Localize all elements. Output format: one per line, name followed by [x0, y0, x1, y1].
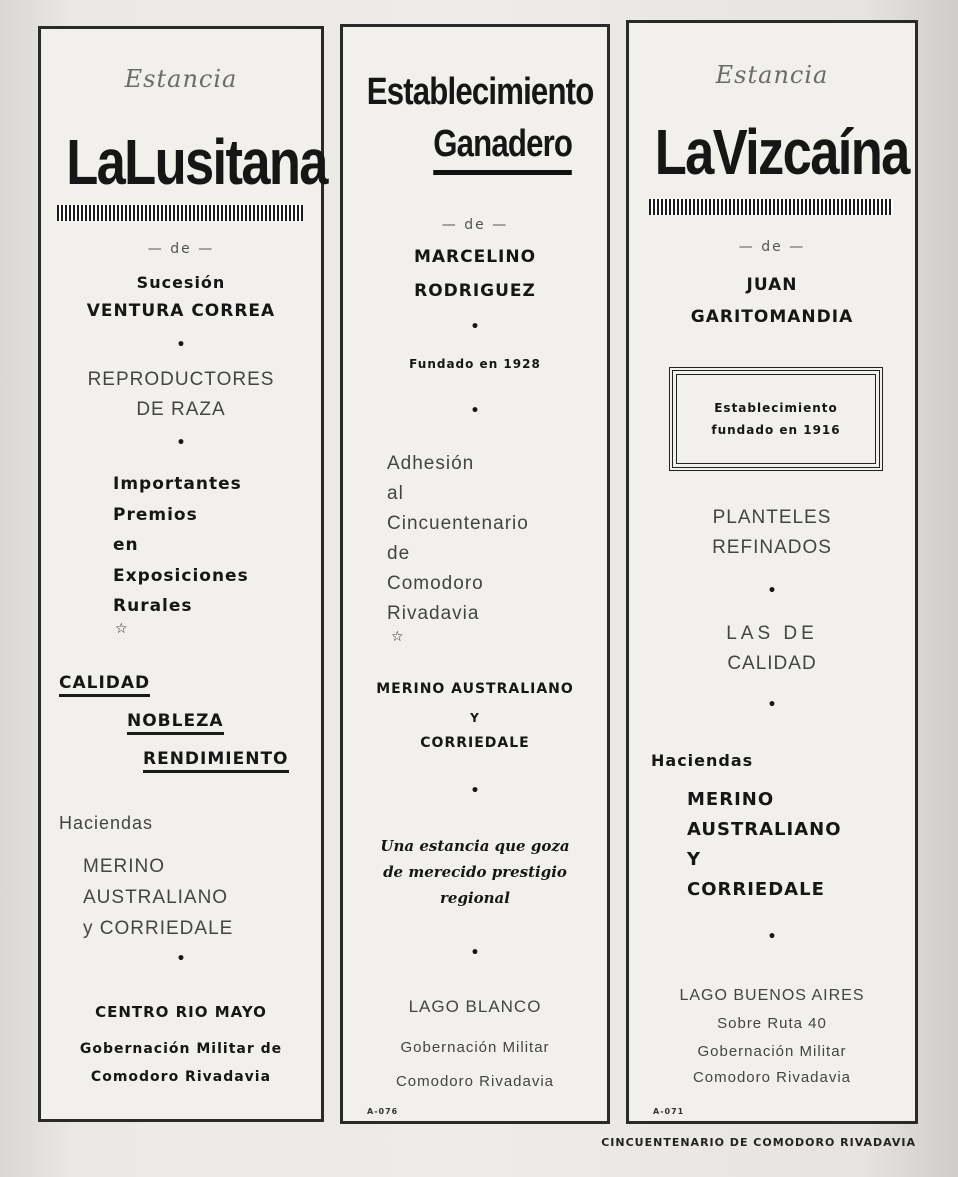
adhesion-list — [387, 449, 529, 629]
virtue-calidad: CALIDAD — [59, 673, 150, 697]
haciendas-label: Haciendas — [59, 813, 154, 833]
ad-establecimiento-ganadero — [340, 24, 610, 1124]
slogan-line-3: regional — [440, 889, 510, 907]
planteles-line-2: REFINADOS — [712, 537, 832, 558]
bullet: • — [767, 583, 777, 599]
bullet: • — [176, 951, 186, 967]
breeds-list — [687, 785, 842, 905]
adhesion-line: de — [387, 543, 411, 564]
ad-la-vizcaina — [626, 20, 918, 1124]
de-label: — de — — [738, 239, 806, 255]
ad-title-line-2: Ganadero — [433, 123, 572, 175]
stripe-divider — [57, 205, 303, 221]
owner-line-1: JUAN — [746, 275, 798, 295]
location-line-2: Gobernación Militar — [400, 1039, 550, 1056]
adhesion-line: Cincuentenario — [387, 513, 529, 534]
founded-box-line-2: fundado en 1916 — [711, 423, 841, 437]
reproductores-line-2: DE RAZA — [136, 399, 226, 420]
adhesion-line: Rivadavia — [387, 603, 480, 624]
breeds-list — [83, 851, 233, 944]
ad-name-title: LaLusitana — [66, 126, 327, 198]
premios-line: Exposiciones — [113, 565, 249, 586]
owner-line-1: MARCELINO — [413, 247, 537, 267]
ad-name-title: LaVizcaína — [654, 116, 909, 188]
bullet: • — [470, 945, 480, 961]
de-label: — de — — [441, 217, 509, 233]
breed-line: Y — [687, 849, 702, 870]
slogan-line-2: de merecido prestigio — [383, 863, 567, 881]
ad-title-line-1: Establecimiento — [366, 71, 594, 113]
stripe-divider — [649, 199, 893, 215]
bullet: • — [470, 783, 480, 799]
owner-line-2: VENTURA CORREA — [86, 301, 276, 321]
founded-box-line-1: Establecimiento — [714, 401, 838, 415]
star-icon: ☆ — [115, 621, 128, 637]
location-line-3: Comodoro Rivadavia — [395, 1073, 555, 1090]
breed-line: MERINO — [83, 856, 165, 877]
location-line-1: CENTRO RIO MAYO — [95, 1003, 267, 1021]
adhesion-line: Adhesión — [387, 453, 475, 474]
location-line-2: Sobre Ruta 40 — [717, 1015, 827, 1032]
breeds-line-1: MERINO AUSTRALIANO — [376, 681, 574, 697]
breed-line: AUSTRALIANO — [687, 819, 842, 840]
premios-line: Rurales — [113, 596, 193, 616]
breed-line: y CORRIEDALE — [83, 918, 234, 939]
location-line-3: Gobernación Militar — [697, 1043, 847, 1060]
star-icon: ☆ — [391, 629, 404, 645]
bullet: • — [176, 435, 186, 451]
location-line-1: LAGO BUENOS AIRES — [679, 987, 865, 1004]
premios-line: Premios — [113, 504, 198, 525]
estancia-script: Estancia — [715, 61, 829, 89]
ad-code: A-071 — [653, 1107, 685, 1116]
adhesion-line: al — [387, 483, 404, 504]
founded-box — [669, 367, 883, 471]
breeds-line-3: CORRIEDALE — [420, 735, 530, 751]
breed-line: AUSTRALIANO — [83, 887, 229, 908]
bullet: • — [470, 319, 480, 335]
founded-line: Fundado en 1928 — [409, 357, 541, 371]
bullet: • — [176, 337, 186, 353]
virtue-rendimiento: RENDIMIENTO — [143, 749, 289, 773]
slogan-line-1: Una estancia que goza — [380, 837, 570, 855]
owner-line-2: GARITOMANDIA — [690, 307, 854, 327]
bullet: • — [767, 929, 777, 945]
location-line-3: Comodoro Rivadavia — [90, 1069, 272, 1085]
owner-line-2: RODRIGUEZ — [414, 281, 536, 301]
haciendas-label: Haciendas — [651, 751, 754, 770]
owner-line-1: Sucesión — [136, 273, 226, 292]
page-caption: CINCUENTENARIO DE COMODORO RIVADAVIA — [601, 1136, 916, 1149]
premios-list — [113, 469, 249, 622]
bullet: • — [470, 403, 480, 419]
ad-code: A-076 — [367, 1107, 399, 1116]
breed-line: CORRIEDALE — [687, 879, 825, 900]
location-line-1: LAGO BLANCO — [408, 997, 542, 1016]
premios-line: Importantes — [113, 474, 242, 494]
de-label: — de — — [147, 241, 215, 257]
bullet: • — [767, 697, 777, 713]
planteles-line-1: PLANTELES — [712, 507, 832, 528]
lanas-line-2: CALIDAD — [727, 653, 817, 674]
adhesion-line: Comodoro — [387, 573, 484, 594]
breed-line: MERINO — [687, 789, 775, 810]
location-line-2: Gobernación Militar de — [79, 1041, 283, 1057]
location-line-4: Comodoro Rivadavia — [692, 1069, 852, 1086]
reproductores-line-1: REPRODUCTORES — [87, 369, 275, 390]
breeds-line-2: Y — [470, 711, 480, 725]
virtue-nobleza: NOBLEZA — [127, 711, 224, 735]
estancia-script: Estancia — [124, 65, 238, 93]
premios-line: en — [113, 535, 139, 555]
ad-title-line-2-wrap — [418, 123, 587, 175]
lanas-line-1: LAS DE — [726, 623, 818, 644]
ad-la-lusitana — [38, 26, 327, 1122]
